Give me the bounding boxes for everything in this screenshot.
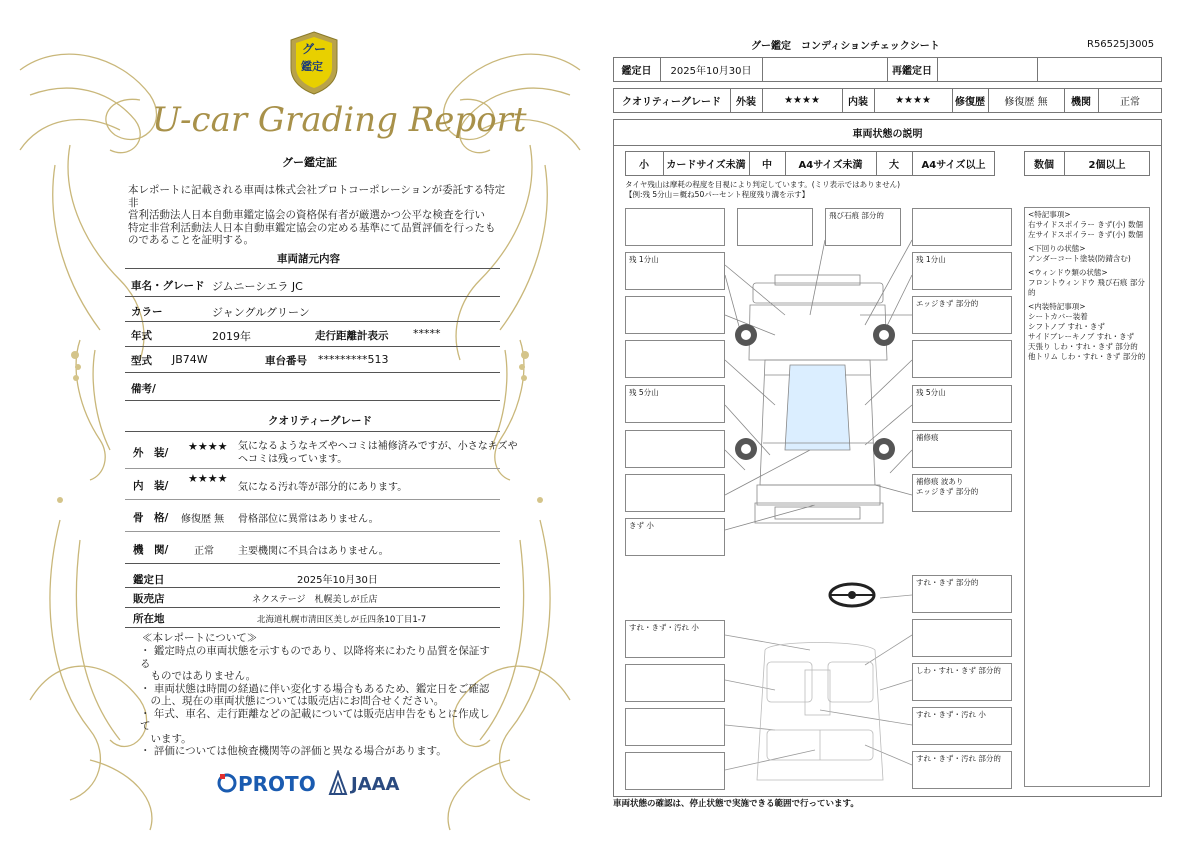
ext-box-left-1: [625, 208, 725, 246]
note-line: 他トリム しわ・すれ・きず 部分的: [1028, 352, 1146, 361]
ext-box-text: 補修痕 波あり: [916, 477, 964, 486]
badge-bottom-text: 鑑定: [301, 60, 323, 73]
ext-box-right-3: [912, 296, 1012, 334]
divider: [125, 499, 500, 500]
car-name-value: ジムニーシエラ JC: [212, 280, 303, 293]
divider: [613, 145, 1162, 146]
int-box-right-2: [912, 619, 1012, 657]
ext-box-text: 飛び石痕 部分的: [829, 211, 884, 220]
repair-history-label: 修復歴: [955, 97, 985, 108]
ext-box-right-1: [912, 208, 1012, 246]
divider: [125, 400, 500, 401]
ext-box-right-6: [912, 430, 1012, 468]
chassis-label: 車台番号: [265, 355, 307, 367]
legend-small: 小: [639, 160, 649, 171]
model-value: JB74W: [172, 353, 208, 366]
badge-top-text: グー: [302, 42, 327, 56]
inspection-date-label: 鑑定日: [133, 574, 165, 586]
ext-box-left-6: [625, 430, 725, 468]
date-value: 2025年10月30日: [670, 66, 752, 77]
exterior-stars: ★★★★: [784, 95, 820, 106]
note-line: の上、現在の車両状態については販売店にお問合せください。: [140, 695, 445, 707]
int-box-right-1: [912, 575, 1012, 613]
color-value: ジャングルグリーン: [212, 306, 310, 319]
certificate-subtitle: グー鑑定証: [282, 156, 337, 169]
exterior-label: 外 装/: [133, 447, 169, 459]
interior-desc: 気になる汚れ等が部分的にあります。: [238, 482, 408, 493]
interior-stars: ★★★★: [895, 95, 931, 106]
ext-box-top-1: [737, 208, 813, 246]
steering-wheel-icon: [831, 580, 877, 610]
frame-desc: 骨格部位に異常はありません。: [238, 514, 379, 525]
reinspection-label: 再鑑定日: [892, 66, 932, 77]
frame-label: 骨 格/: [133, 512, 169, 524]
note-line: ものではありません。: [140, 670, 257, 682]
report-title: U-car Grading Report: [152, 100, 527, 140]
engine-label: 機関: [1071, 97, 1091, 108]
note-line: ・ 鑑定時点の車両状態を示すものであり、以降将来にわたり品質を保証する: [140, 645, 490, 670]
intro-line: のであることを証明する。: [128, 234, 254, 246]
note-line: 左サイドスポイラー きず(小) 数個: [1028, 230, 1144, 239]
odometer-value: *****: [413, 327, 441, 340]
engine-label: 機 関/: [133, 544, 169, 556]
legend-count-desc: 2個以上: [1088, 160, 1126, 171]
int-box-text: すれ・きず・汚れ 部分的: [916, 754, 1001, 763]
quality-grade-label: クオリティーグレード: [622, 97, 721, 108]
sheet-title: グー鑑定 コンディションチェックシート: [751, 41, 940, 52]
int-box-right-5: [912, 751, 1012, 789]
int-box-left-3: [625, 708, 725, 746]
int-box-right-4: [912, 707, 1012, 745]
divider: [125, 321, 500, 322]
divider: [125, 372, 500, 373]
year-label: 年式: [131, 330, 152, 342]
int-box-text: しわ・すれ・きず 部分的: [916, 666, 1001, 675]
intro-line: 営利活動法人日本自動車鑑定協会の資格保有者が厳選かつ公平な検査を行い: [128, 209, 485, 221]
engine-desc: 主要機関に不具合はありません。: [238, 546, 389, 557]
car-name-label: 車名・グレード: [131, 280, 205, 292]
legend-small-desc: カードサイズ未満: [666, 160, 746, 171]
legend-large-desc: A4サイズ以上: [921, 160, 986, 171]
intro-line: 本レポートに記載される車両は株式会社プロトコーポレーションが委託する特定非: [128, 184, 506, 209]
ext-box-text: エッジきず 部分的: [916, 299, 979, 308]
ext-box-left-3: [625, 296, 725, 334]
notes-title: ≪本レポートについて≫: [142, 632, 258, 644]
quality-header: クオリティーグレード: [268, 415, 372, 427]
intro-paragraph: [128, 184, 508, 247]
note-line: ・ 車両状態は時間の経過に伴い変化する場合もあるため、鑑定日をご確認: [140, 682, 490, 695]
color-label: カラー: [131, 306, 163, 318]
jaaa-logo-text: JAAA: [351, 774, 400, 795]
ext-box-text: 残 5分山: [916, 388, 946, 397]
ext-box-text: エッジきず 部分的: [916, 487, 979, 496]
ext-box-left-5: [625, 385, 725, 423]
int-box-left-4: [625, 752, 725, 790]
ext-box-right-7: [912, 474, 1012, 512]
note-line: <特記事項>: [1028, 210, 1071, 219]
divider: [125, 296, 500, 297]
cell-divider: [937, 57, 938, 82]
ext-box-text: きず 小: [629, 521, 654, 530]
tire-note-line: 【例:残 5分山＝概ね50パーセント程度残り溝を示す】: [625, 190, 810, 199]
jaaa-logo-icon: [327, 770, 349, 796]
note-line: シートカバー装着: [1028, 312, 1088, 321]
frame-value: 修復歴 無: [181, 514, 225, 525]
ext-box-left-2: [625, 252, 725, 290]
odometer-label: 走行距離計表示: [315, 330, 389, 342]
note-line: います。: [140, 732, 192, 745]
divider: [125, 563, 500, 564]
interior-stars: ★★★★: [188, 472, 228, 485]
proto-logo-icon: [216, 772, 238, 796]
divider: [125, 531, 500, 532]
address-label: 所在地: [133, 613, 165, 625]
note-line: <内装特記事項>: [1028, 302, 1086, 311]
note-line: <下回りの状態>: [1028, 244, 1086, 253]
exterior-desc: [238, 440, 518, 466]
interior-label: 内 装/: [133, 480, 169, 492]
chassis-value: *********513: [318, 353, 389, 366]
intro-line: 特定非営利活動法人日本自動車鑑定協会の定める基準にて品質評価を行ったも: [128, 221, 496, 234]
divider: [125, 346, 500, 347]
int-box-text: すれ・きず・汚れ 小: [916, 710, 986, 719]
engine-value: 正常: [1120, 97, 1140, 108]
note-line: 右サイドスポイラー きず(小) 数個: [1028, 220, 1144, 229]
ext-box-left-7: [625, 474, 725, 512]
int-box-right-3: [912, 663, 1012, 701]
dealer-value: ネクステージ 札幌美しが丘店: [252, 595, 378, 605]
ext-box-right-5: [912, 385, 1012, 423]
ext-box-left-8: [625, 518, 725, 556]
model-label: 型式: [131, 355, 152, 367]
legend-large: 大: [889, 160, 899, 171]
divider: [125, 587, 500, 588]
special-notes: [1024, 207, 1150, 787]
legend-medium: 中: [762, 160, 772, 171]
note-line: アンダーコート塗装(防錆含む): [1028, 254, 1131, 263]
interior-label: 内装: [848, 97, 868, 108]
proto-logo-text: PROTO: [238, 772, 316, 796]
note-line: 天張り しわ・すれ・きず 部分的: [1028, 342, 1138, 351]
legend-medium-desc: A4サイズ未満: [798, 160, 863, 171]
divider: [125, 268, 500, 269]
divider: [125, 607, 500, 608]
ext-box-text: 残 1分山: [629, 255, 659, 264]
ext-box-text: 残 1分山: [916, 255, 946, 264]
divider: [125, 431, 500, 432]
sheet-code: R56525J3005: [1087, 39, 1155, 50]
address-value: 北海道札幌市清田区美しが丘四条10丁目1-7: [257, 615, 427, 625]
date-label: 鑑定日: [621, 66, 652, 77]
note-line: シフトノブ すれ・きず: [1028, 322, 1105, 331]
int-box-text: すれ・きず 部分的: [916, 578, 979, 587]
section-title: 車両状態の説明: [852, 128, 923, 140]
exterior-desc-line: 気になるようなキズやヘコミは補修済みですが、小さなキズや: [238, 441, 518, 452]
note-line: ・ 評価については他検査機関等の評価と異なる場合があります。: [140, 745, 447, 757]
spec-header: 車両諸元内容: [277, 253, 340, 265]
inspection-date-value: 2025年10月30日: [297, 575, 378, 586]
note-line: ・ 年式、車名、走行距離などの記載については販売店申告をもとに作成して: [140, 707, 490, 732]
exterior-desc-line: ヘコミは残っています。: [238, 454, 348, 465]
engine-value: 正常: [194, 546, 214, 557]
tire-note-line: タイヤ残山は摩耗の程度を目視により判定しています。(ミリ表示ではありません): [625, 180, 901, 189]
divider: [125, 627, 500, 628]
int-box-left-1: [625, 620, 725, 658]
note-line: サイドブレーキノブ すれ・きず: [1028, 332, 1135, 341]
repair-history-value: 修復歴 無: [1004, 97, 1048, 108]
note-line: フロントウィンドウ 飛び石痕 部分的: [1028, 278, 1145, 297]
ext-box-text: 補修痕: [916, 433, 939, 442]
remarks-label: 備考/: [131, 383, 156, 395]
dealer-label: 販売店: [133, 593, 165, 605]
year-value: 2019年: [212, 330, 251, 343]
ext-box-top-2: [825, 208, 901, 246]
int-box-text: すれ・きず・汚れ 小: [629, 623, 699, 632]
footer-note: 車両状態の確認は、停止状態で実施できる範囲で行っています。: [613, 799, 859, 809]
int-box-left-2: [625, 664, 725, 702]
legend-count: 数個: [1034, 160, 1054, 171]
ext-box-right-4: [912, 340, 1012, 378]
divider: [125, 468, 500, 469]
exterior-label: 外装: [736, 97, 756, 108]
cell-divider: [762, 57, 763, 82]
notes-list: [140, 645, 500, 758]
note-line: <ウィンドウ類の状態>: [1028, 268, 1108, 277]
ext-box-left-4: [625, 340, 725, 378]
ext-box-right-2: [912, 252, 1012, 290]
ext-box-text: 残 5分山: [629, 388, 659, 397]
cell-divider: [1037, 57, 1038, 82]
exterior-stars: ★★★★: [188, 440, 228, 453]
